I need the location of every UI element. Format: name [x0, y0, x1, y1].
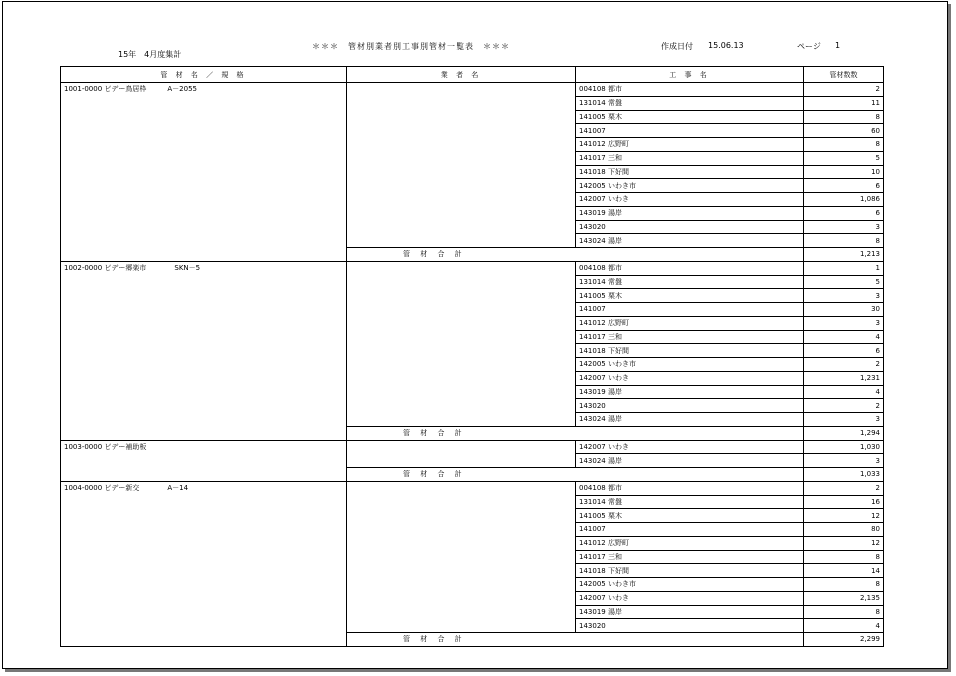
quantity-cell: 4: [804, 619, 884, 633]
vendor-cell: [347, 371, 576, 385]
project-cell: 131014 常盤: [576, 275, 804, 289]
project-cell: 142005 いわき市: [576, 179, 804, 193]
project-cell: 141017 三和: [576, 550, 804, 564]
quantity-cell: 8: [804, 578, 884, 592]
project-cell: 141018 下好間: [576, 165, 804, 179]
vendor-cell: [347, 536, 576, 550]
vendor-cell: [347, 83, 576, 97]
project-cell: 143024 湯岸: [576, 234, 804, 248]
material-name: 1001-0000 ビデー鳥居枠 A－2055: [61, 83, 347, 262]
quantity-cell: 60: [804, 124, 884, 138]
report-body: [61, 83, 884, 647]
project-cell: 141017 三和: [576, 330, 804, 344]
created-date-label: 作成日付: [661, 42, 693, 51]
subtotal-label: 管 材 合 計: [347, 633, 804, 647]
quantity-cell: 2: [804, 399, 884, 413]
vendor-cell: [347, 399, 576, 413]
project-cell: 141012 広野町: [576, 316, 804, 330]
material-name: 1004-0000 ビデー新交 A－14: [61, 481, 347, 646]
vendor-cell: [347, 413, 576, 427]
project-cell: 141005 栗木: [576, 110, 804, 124]
vendor-cell: [347, 220, 576, 234]
table-row: [61, 440, 884, 454]
column-header-material: 管 材 名 ／ 規 格: [61, 67, 347, 83]
table-row: [61, 83, 884, 97]
quantity-cell: 8: [804, 234, 884, 248]
quantity-cell: 2,135: [804, 591, 884, 605]
project-cell: 004108 都市: [576, 83, 804, 97]
vendor-cell: [347, 110, 576, 124]
project-cell: 141007: [576, 124, 804, 138]
quantity-cell: 1,030: [804, 440, 884, 454]
vendor-cell: [347, 385, 576, 399]
project-cell: 142005 いわき市: [576, 358, 804, 372]
vendor-cell: [347, 564, 576, 578]
table-row: [61, 481, 884, 495]
quantity-cell: 10: [804, 165, 884, 179]
quantity-cell: 12: [804, 509, 884, 523]
quantity-cell: 3: [804, 413, 884, 427]
table-header-row: [61, 67, 884, 83]
project-cell: 141007: [576, 523, 804, 537]
subtotal-value: 2,299: [804, 633, 884, 647]
material-name: 1002-0000 ビデー郷楽市 SKN－5: [61, 261, 347, 440]
vendor-cell: [347, 289, 576, 303]
project-cell: 131014 常盤: [576, 96, 804, 110]
vendor-cell: [347, 124, 576, 138]
vendor-cell: [347, 509, 576, 523]
vendor-cell: [347, 481, 576, 495]
column-header-vendor: 業 者 名: [347, 67, 576, 83]
quantity-cell: 2: [804, 358, 884, 372]
vendor-cell: [347, 495, 576, 509]
project-cell: 143024 湯岸: [576, 413, 804, 427]
column-header-project: 工 事 名: [576, 67, 804, 83]
project-cell: 131014 常盤: [576, 495, 804, 509]
vendor-cell: [347, 619, 576, 633]
vendor-cell: [347, 261, 576, 275]
material-report-table: [60, 66, 884, 647]
vendor-cell: [347, 523, 576, 537]
vendor-cell: [347, 578, 576, 592]
quantity-cell: 14: [804, 564, 884, 578]
subtotal-value: 1,213: [804, 248, 884, 262]
project-cell: 141017 三和: [576, 151, 804, 165]
quantity-cell: 1,086: [804, 193, 884, 207]
report-title: ＊＊＊ 管材別業者別工事別管材一覧表 ＊＊＊: [312, 42, 510, 51]
project-cell: 141007: [576, 303, 804, 317]
vendor-cell: [347, 138, 576, 152]
vendor-cell: [347, 440, 576, 454]
project-cell: 004108 都市: [576, 481, 804, 495]
quantity-cell: 8: [804, 550, 884, 564]
quantity-cell: 2: [804, 481, 884, 495]
column-header-quantity: 管材数数: [804, 67, 884, 83]
vendor-cell: [347, 303, 576, 317]
project-cell: 143024 湯岸: [576, 454, 804, 468]
table-row: [61, 261, 884, 275]
vendor-cell: [347, 234, 576, 248]
subtotal-label: 管 材 合 計: [347, 468, 804, 482]
vendor-cell: [347, 275, 576, 289]
project-cell: 004108 都市: [576, 261, 804, 275]
quantity-cell: 12: [804, 536, 884, 550]
quantity-cell: 6: [804, 179, 884, 193]
vendor-cell: [347, 96, 576, 110]
report-period: 15年 4月度集計: [118, 50, 182, 59]
quantity-cell: 5: [804, 275, 884, 289]
vendor-cell: [347, 454, 576, 468]
vendor-cell: [347, 605, 576, 619]
quantity-cell: 80: [804, 523, 884, 537]
quantity-cell: 8: [804, 138, 884, 152]
quantity-cell: 3: [804, 289, 884, 303]
subtotal-label: 管 材 合 計: [347, 426, 804, 440]
quantity-cell: 4: [804, 330, 884, 344]
quantity-cell: 5: [804, 151, 884, 165]
project-cell: 142007 いわき: [576, 440, 804, 454]
vendor-cell: [347, 358, 576, 372]
project-cell: 141012 広野町: [576, 138, 804, 152]
subtotal-value: 1,033: [804, 468, 884, 482]
vendor-cell: [347, 591, 576, 605]
vendor-cell: [347, 316, 576, 330]
vendor-cell: [347, 206, 576, 220]
quantity-cell: 11: [804, 96, 884, 110]
project-cell: 142005 いわき市: [576, 578, 804, 592]
created-date: 15.06.13: [708, 41, 744, 50]
subtotal-value: 1,294: [804, 426, 884, 440]
project-cell: 141018 下好間: [576, 344, 804, 358]
project-cell: 143019 湯岸: [576, 385, 804, 399]
quantity-cell: 2: [804, 83, 884, 97]
vendor-cell: [347, 550, 576, 564]
project-cell: 142007 いわき: [576, 371, 804, 385]
page-label: ページ: [797, 42, 821, 51]
subtotal-label: 管 材 合 計: [347, 248, 804, 262]
quantity-cell: 3: [804, 454, 884, 468]
vendor-cell: [347, 193, 576, 207]
project-cell: 141018 下好間: [576, 564, 804, 578]
material-name: 1003-0000 ビデー補助板: [61, 440, 347, 481]
vendor-cell: [347, 165, 576, 179]
project-cell: 141005 栗木: [576, 509, 804, 523]
project-cell: 143020: [576, 220, 804, 234]
quantity-cell: 1,231: [804, 371, 884, 385]
project-cell: 143019 湯岸: [576, 206, 804, 220]
vendor-cell: [347, 344, 576, 358]
project-cell: 142007 いわき: [576, 193, 804, 207]
project-cell: 142007 いわき: [576, 591, 804, 605]
project-cell: 143020: [576, 619, 804, 633]
vendor-cell: [347, 330, 576, 344]
project-cell: 141005 栗木: [576, 289, 804, 303]
vendor-cell: [347, 151, 576, 165]
project-cell: 143019 湯岸: [576, 605, 804, 619]
quantity-cell: 6: [804, 206, 884, 220]
quantity-cell: 8: [804, 605, 884, 619]
project-cell: 143020: [576, 399, 804, 413]
quantity-cell: 4: [804, 385, 884, 399]
quantity-cell: 6: [804, 344, 884, 358]
page-number: 1: [835, 41, 841, 50]
quantity-cell: 1: [804, 261, 884, 275]
quantity-cell: 16: [804, 495, 884, 509]
quantity-cell: 3: [804, 316, 884, 330]
project-cell: 141012 広野町: [576, 536, 804, 550]
quantity-cell: 30: [804, 303, 884, 317]
quantity-cell: 8: [804, 110, 884, 124]
vendor-cell: [347, 179, 576, 193]
quantity-cell: 3: [804, 220, 884, 234]
